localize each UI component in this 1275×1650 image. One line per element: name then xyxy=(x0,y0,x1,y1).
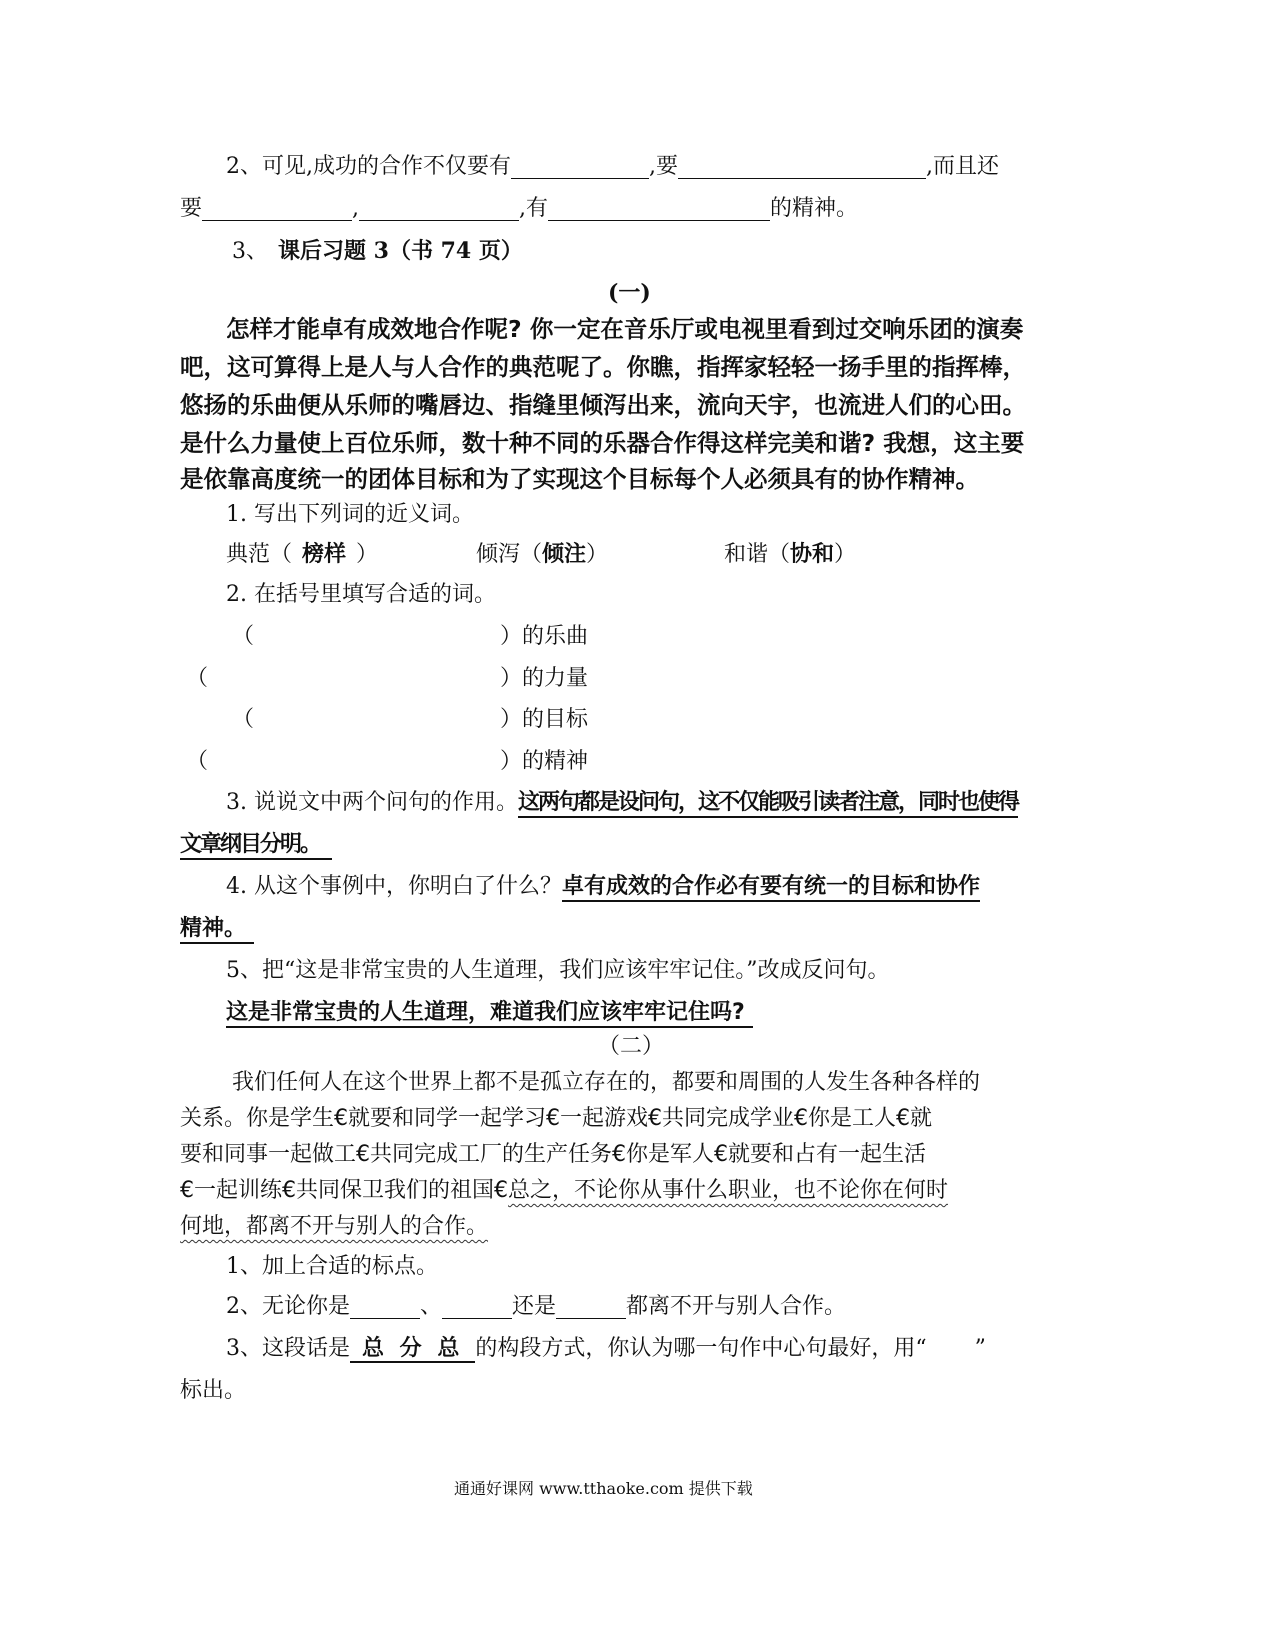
s1-q1-pair: 倾泻（倾注） xyxy=(476,542,609,567)
section2-passage-line xyxy=(180,1212,488,1242)
blank xyxy=(548,198,770,221)
central-sentence-cont: 何地，都离不开与别人的合作。 xyxy=(180,1214,489,1239)
blank xyxy=(556,1296,626,1319)
section2-passage-line: 关系。你是学生€就要和同学一起学习€一起游戏€共同完成学业€你是工人€就 xyxy=(180,1106,932,1131)
s1-q1-prompt: 1. 写出下列词的近义词。 xyxy=(226,502,474,527)
blank xyxy=(678,156,926,179)
blank xyxy=(202,198,352,221)
s1-q2-item: ）的力量 xyxy=(500,666,589,691)
s1-q2-open: （ xyxy=(232,707,255,732)
section2-passage-line: 要和同事一起做工€共同完成工厂的生产任务€你是军人€就要和占有一起生活 xyxy=(180,1142,926,1167)
s1-q2-prompt: 2. 在括号里填写合适的词。 xyxy=(226,582,496,607)
s1-q2-open: （ xyxy=(232,624,255,649)
wavy-mark-sample xyxy=(927,1334,975,1364)
s1-q2-item: ）的乐曲 xyxy=(500,624,589,649)
s1-q5-answer: 这是非常宝贵的人生道理，难道我们应该牢牢记住吗? xyxy=(226,998,753,1028)
blank xyxy=(350,1296,420,1319)
s1-q2-item: ）的精神 xyxy=(500,749,589,774)
blank xyxy=(359,198,519,221)
section1-passage-line: 怎样才能卓有成效地合作呢? 你一定在音乐厅或电视里看到过交响乐团的演奏 xyxy=(226,315,1024,343)
blank xyxy=(442,1296,512,1319)
s2-q1: 1、加上合适的标点。 xyxy=(226,1254,438,1279)
s1-q1-pair: 和谐（协和） xyxy=(724,542,857,567)
s1-q3: 3. 说说文中两个问句的作用。这两句都是设问句，这不仅能吸引读者注意，同时也使得 xyxy=(226,788,1018,818)
q2-fill-line1: 2、可见,成功的合作不仅要有 ,要 ,而且还 xyxy=(226,154,999,179)
s2-q3: 3、这段话是 总 分 总 的构段方式，你认为哪一句作中心句最好，用“ ” xyxy=(226,1334,986,1364)
s1-q3-answer-cont: 文章纲目分明。 xyxy=(180,830,332,860)
section1-passage-line: 悠扬的乐曲便从乐师的嘴唇边、指缝里倾泻出来，流向天宇，也流进人们的心田。 xyxy=(180,391,1026,419)
s1-q4: 4. 从这个事例中，你明白了什么？卓有成效的合作必有要有统一的目标和协作 xyxy=(226,872,980,902)
s2-q2: 2、无论你是 、 还是 都离不开与别人合作。 xyxy=(226,1294,847,1319)
s1-q5-prompt: 5、把“这是非常宝贵的人生道理，我们应该牢牢记住。”改成反问句。 xyxy=(226,958,890,983)
q3-reference: 3、 课后习题 3（书 74 页） xyxy=(232,238,523,264)
blank xyxy=(511,156,649,179)
section2-heading: （二） xyxy=(598,1034,665,1059)
footer: 通通好课网 www.tthaoke.com 提供下载 xyxy=(454,1479,753,1498)
section1-heading: (一) xyxy=(608,280,651,306)
s1-q2-open: （ xyxy=(186,666,209,691)
q2-fill-line2: 要 , ,有 的精神。 xyxy=(180,196,859,221)
s1-q4-answer-cont: 精神。 xyxy=(180,914,254,944)
section1-passage-line: 是什么力量使上百位乐师，数十种不同的乐器合作得这样完美和谐? 我想，这主要 xyxy=(180,429,1025,457)
section1-passage-line: 是依靠高度统一的团体目标和为了实现这个目标每个人必须具有的协作精神。 xyxy=(180,465,979,493)
section2-passage-line: €一起训练€共同保卫我们的祖国€总之，不论你从事什么职业，也不论你在何时 xyxy=(180,1178,949,1203)
section1-passage-line: 吧，这可算得上是人与人合作的典范呢了。你瞧，指挥家轻轻一扬手里的指挥棒， xyxy=(180,353,1026,381)
s1-q2-item: ）的目标 xyxy=(500,707,589,732)
s1-q1-pair: 典范（ 榜样 ） xyxy=(226,542,379,567)
section2-passage-line: 我们任何人在这个世界上都不是孤立存在的，都要和周围的人发生各种各样的 xyxy=(232,1070,981,1095)
s2-q3-cont: 标出。 xyxy=(180,1378,247,1403)
central-sentence: 总之，不论你从事什么职业，也不论你在何时 xyxy=(508,1178,949,1203)
s1-q2-open: （ xyxy=(186,749,209,774)
